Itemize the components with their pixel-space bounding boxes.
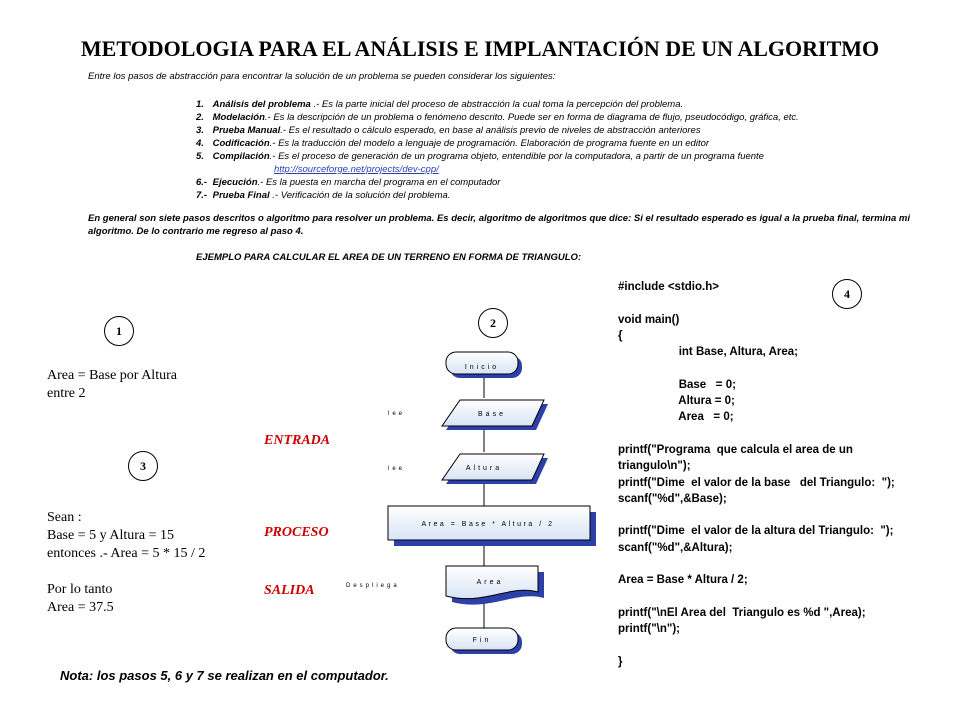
- step-5: [196, 150, 936, 163]
- step-name: Análisis del problema: [212, 99, 311, 110]
- code-line: Altura = 0;: [618, 395, 735, 408]
- output-area-label: Area: [476, 578, 504, 586]
- code-line: Base = 0;: [618, 378, 736, 391]
- step-4: [196, 137, 936, 150]
- step-desc: .- Es el resultado o cálculo esperado, en base al análisis previo de niveles de abstracción anteriores: [280, 125, 701, 136]
- code-line: printf("Dime el valor de la base del Triangulo: ");: [618, 476, 895, 489]
- step-2: [196, 111, 936, 124]
- read-label-1: lee: [388, 411, 406, 417]
- code-line: [618, 360, 958, 376]
- step-number: 6.-: [196, 177, 208, 188]
- summary-text: En general son siete pasos descritos o algoritmo para resolver un problema. Es decir, algoritmo de algoritmos que dice: Si el resultado esperado es igual a la prueba final, termina mi algoritmo. De lo contrario me regreso al paso 4.: [88, 213, 910, 237]
- code-line: printf("Programa que calcula el area de un: [618, 443, 853, 456]
- code-line: printf("Dime el valor de la altura del Triangulo: ");: [618, 525, 894, 538]
- step-desc: .- Es el proceso de generación de un programa objeto, entendible por la computadora, a partir de un programa fuente: [269, 151, 764, 162]
- step-number: 5.: [196, 151, 204, 162]
- manual-line: Base = 5 y Altura = 15: [47, 528, 174, 543]
- step-number: 4.: [196, 138, 204, 149]
- code-line: scanf("%d",&Base);: [618, 492, 727, 505]
- formula-line: Area = Base por Altura: [47, 368, 177, 383]
- code-line: void main(): [618, 313, 680, 326]
- start-label: Inicio: [464, 363, 500, 371]
- code-line: [618, 295, 958, 311]
- step-6: [196, 176, 936, 189]
- step-name: Prueba Final: [212, 190, 270, 201]
- input-altura-label: Altura: [465, 464, 503, 472]
- process-label: Area = Base * Altura / 2: [421, 520, 555, 528]
- start-terminal: [446, 352, 522, 378]
- step-desc: .- Es la descripción de un problema o fenómeno descrito. Puede ser en forma de diagrama de flujo, pseudocódigo, gráfica, etc.: [264, 112, 799, 123]
- end-label: Fin: [472, 636, 492, 644]
- code-line: [618, 426, 958, 442]
- formula-line: entre 2: [47, 386, 86, 401]
- step-desc: .- Es la parte inicial del proceso de abstracción la cual toma la percepción del problema.: [310, 99, 684, 110]
- code-line: }: [618, 655, 623, 668]
- end-terminal: [446, 628, 522, 654]
- input-base-label: Base: [478, 410, 506, 418]
- code-line: scanf("%d",&Altura);: [618, 541, 733, 554]
- process-box: [388, 506, 596, 546]
- manual-line: Area = 37.5: [47, 600, 114, 615]
- step-circle-3: 3: [128, 451, 158, 481]
- step-3: [196, 124, 936, 137]
- step-number: 2.: [196, 112, 204, 123]
- example-heading: EJEMPLO PARA CALCULAR EL AREA DE UN TERRENO EN FORMA DE TRIANGULO:: [196, 252, 582, 263]
- stage-salida: SALIDA: [264, 583, 315, 598]
- code-line: Area = 0;: [618, 411, 734, 424]
- code-line: int Base, Altura, Area;: [618, 346, 798, 359]
- step-circle-2: 2: [478, 308, 508, 338]
- step-number: 1.: [196, 99, 204, 110]
- flowchart: [340, 340, 620, 665]
- stage-entrada: ENTRADA: [264, 433, 331, 448]
- step-name: Modelación: [212, 112, 265, 123]
- code-line: [618, 638, 958, 654]
- step-1: [196, 98, 936, 111]
- code-listing: [618, 279, 958, 670]
- steps-list: [196, 98, 936, 202]
- step-7: [196, 189, 936, 202]
- link-row: [196, 163, 936, 176]
- step-circle-4: 4: [832, 279, 862, 309]
- step-name: Prueba Manual: [212, 125, 281, 136]
- manual-line: Por lo tanto: [47, 582, 113, 597]
- step-name: Codificación: [212, 138, 270, 149]
- step-desc: .- Verificación de la solución del problema.: [269, 190, 451, 201]
- manual-test-block: [47, 509, 205, 617]
- display-label: Despliega: [346, 583, 400, 589]
- code-line: [618, 507, 958, 523]
- stage-proceso: PROCESO: [264, 525, 329, 540]
- code-line: [618, 556, 958, 572]
- page-title: METODOLOGIA PARA EL ANÁLISIS E IMPLANTACIÓN DE UN ALGORITMO: [80, 36, 880, 61]
- input-altura: [442, 454, 548, 484]
- input-base: [442, 400, 548, 430]
- step-desc: .- Es la traducción del modelo a lenguaje de programación. Elaboración de programa fuente en un editor: [269, 138, 710, 149]
- code-line: {: [618, 329, 623, 342]
- step-desc: .- Es la puesta en marcha del programa en el computador: [257, 177, 501, 188]
- manual-line: Sean :: [47, 510, 82, 525]
- devcpp-link[interactable]: http://sourceforge.net/projects/dev-cpp/: [274, 164, 439, 175]
- code-line: #include <stdio.h>: [618, 281, 719, 293]
- output-area: [446, 566, 544, 605]
- code-line: printf("\n");: [618, 623, 680, 636]
- step-name: Compilación: [212, 151, 270, 162]
- code-line: triangulo\n");: [618, 460, 691, 473]
- manual-line: entonces .- Area = 5 * 15 / 2: [47, 546, 206, 561]
- formula-block: [47, 367, 177, 403]
- code-line: printf("\nEl Area del Triangulo es %d ",Area);: [618, 606, 866, 619]
- intro-text: Entre los pasos de abstracción para encontrar la solución de un problema se pueden considerar los siguientes:: [88, 71, 556, 82]
- read-label-2: lee: [388, 466, 406, 472]
- code-line: [618, 589, 958, 605]
- step-name: Ejecución: [212, 177, 258, 188]
- footnote: Nota: los pasos 5, 6 y 7 se realizan en el computador.: [60, 668, 389, 683]
- step-number: 3.: [196, 125, 204, 136]
- step-number: 7.-: [196, 190, 208, 201]
- step-circle-1: 1: [104, 316, 134, 346]
- code-line: Area = Base * Altura / 2;: [618, 574, 748, 587]
